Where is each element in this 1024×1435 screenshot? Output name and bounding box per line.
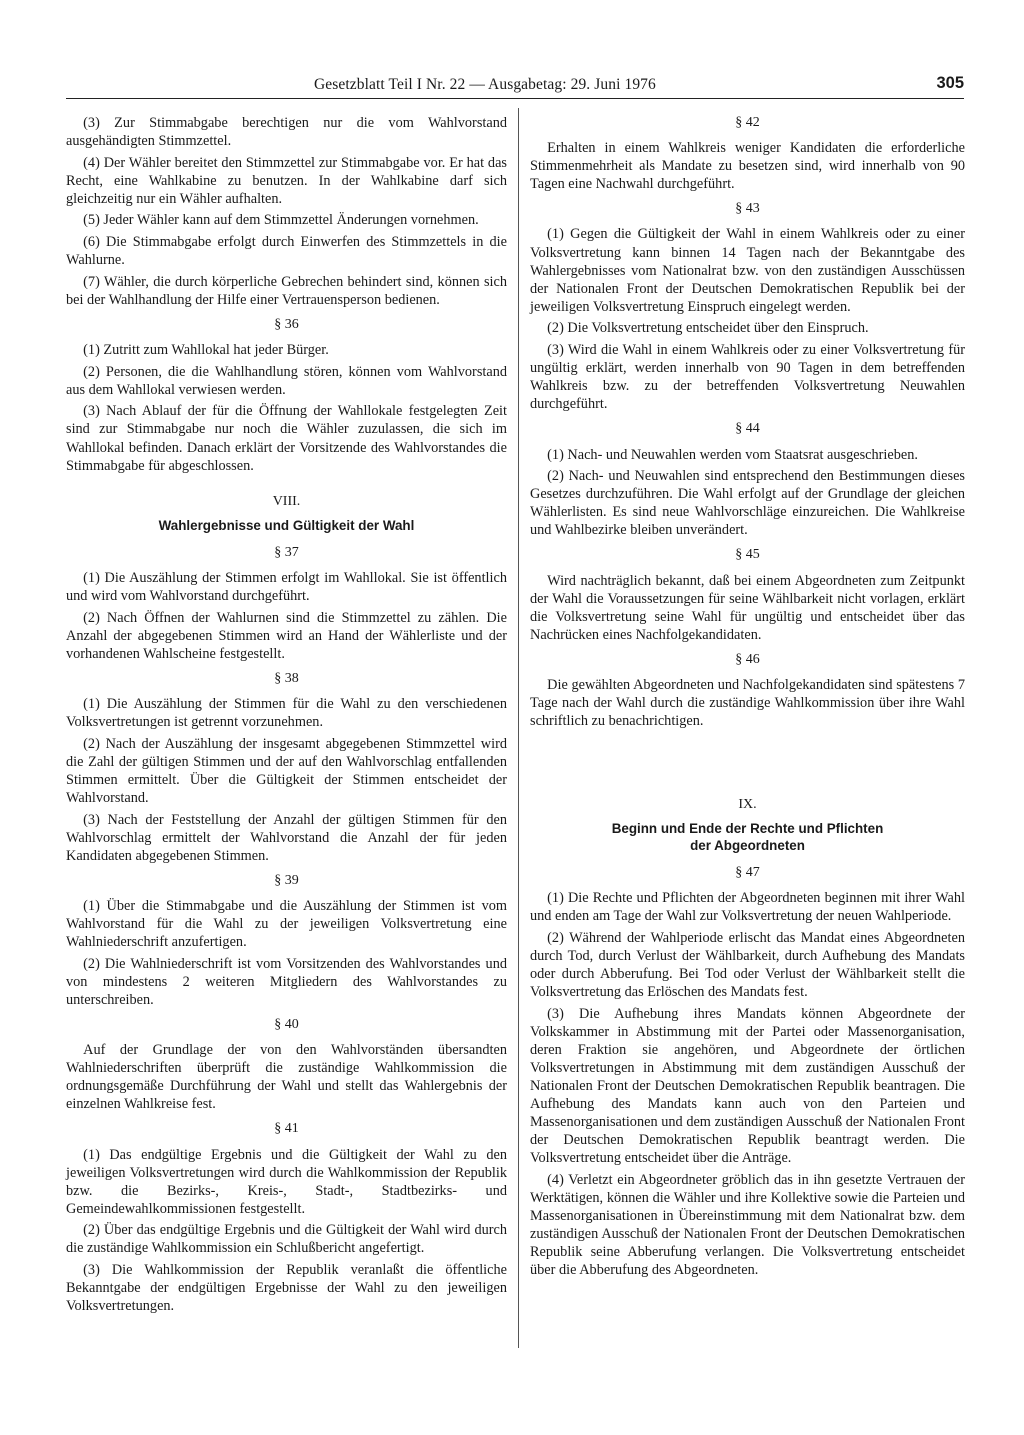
- section-heading: § 45: [735, 547, 760, 563]
- section-heading: § 46: [735, 651, 760, 667]
- paragraph: (2) Nach- und Neuwahlen sind entsprechend den Bestimmungen dieses Gesetzes durchzuführen. Die Wahl erfolgt auf der Grundlage der gleichen Wählerlisten. Es sind neue Wahlvorschläge einzureichen. Die Wahlkreise und Wahlbezirke bleiben unverändert.: [530, 468, 965, 539]
- section-heading: § 36: [274, 316, 299, 332]
- paragraph: (6) Die Stimmabgabe erfolgt durch Einwerfen des Stimmzettels in die Wahlurne.: [66, 234, 507, 269]
- chapter-title-line: der Abgeordneten: [690, 837, 805, 853]
- chapter-number: IX.: [738, 796, 757, 812]
- paragraph: (7) Wähler, die durch körperliche Gebrechen behindert sind, können sich bei der Wahlhandlung der Hilfe einer Vertrauensperson bedienen.: [66, 273, 507, 308]
- paragraph: (3) Nach der Feststellung der Anzahl der gültigen Stimmen für den Wahlvorschlag ermittelt der Wahlvorstand die Anzahl der für jeden Kandidaten abgegebenen Stimmen.: [66, 811, 507, 864]
- gazette-title: Gesetzblatt Teil I Nr. 22 — Ausgabetag: 29. Juni 1976: [314, 76, 656, 93]
- paragraph: (5) Jeder Wähler kann auf dem Stimmzettel Änderungen vornehmen.: [83, 212, 479, 229]
- chapter-title: [530, 820, 965, 854]
- section-heading: § 44: [735, 421, 760, 437]
- paragraph: (3) Nach Ablauf der für die Öffnung der Wahllokale festgelegten Zeit sind zur Stimmabgabe nur noch die Wähler zuzulassen, die sich im Wahllokal befinden. Danach erklärt der Vorsitzende des Wahlvorstandes die Stimmabgabe für abgeschlossen.: [66, 403, 507, 474]
- spacer: [530, 734, 965, 778]
- paragraph: Die gewählten Abgeordneten und Nachfolgekandidaten sind spätestens 7 Tage nach der Wahl durch die zuständige Wahlkommission über ihre Wahl schriftlich zu benachrichtigen.: [530, 677, 965, 730]
- section-heading: § 38: [274, 670, 299, 686]
- paragraph: Erhalten in einem Wahlkreis weniger Kandidaten die erforderliche Stimmenmehrheit als Mandate zu besetzen sind, wird innerhalb von 90 Tagen eine Nachwahl durchgeführt.: [530, 140, 965, 193]
- paragraph: (4) Verletzt ein Abgeordneter gröblich das in ihn gesetzte Vertrauen der Werktätigen, können die Wähler und ihre Kollektive sowie die Parteien und Massenorganisationen in Übereinstimmung mit dem Nationalrat bzw. dem zuständigen Ausschuß der Nationalen Front der Deutschen Demokratischen Republik seine Abberufung verlangen. Die Volksvertretung entscheidet über die Abberufung des Abgeordneten.: [530, 1171, 965, 1279]
- paragraph: (1) Das endgültige Ergebnis und die Gültigkeit der Wahl zu den jeweiligen Volksvertretungen wird durch die Wahlkommission der Republik bzw. die Bezirks-, Kreis-, Stadt-, Stadtbezirks- und Gemeindewahlkommissionen festgestellt.: [66, 1146, 507, 1217]
- chapter-number: VIII.: [272, 493, 301, 509]
- paragraph: (1) Die Auszählung der Stimmen erfolgt im Wahllokal. Sie ist öffentlich und wird vom Wahlvorstand durchgeführt.: [66, 569, 507, 604]
- section-heading: § 47: [735, 864, 760, 880]
- paragraph: (2) Nach Öffnen der Wahlurnen sind die Stimmzettel zu zählen. Die Anzahl der abgegebenen Stimmen wird an Hand der Wählerliste und der vorhandenen Wahlscheine festgestellt.: [66, 609, 507, 662]
- paragraph: (3) Die Aufhebung ihres Mandats können Abgeordnete der Volkskammer in Abstimmung mit der Partei oder Massenorganisation, deren Fraktion sie angehören, und Abgeordnete der örtlichen Volksvertretungen in Abstimmung mit dem zuständigen Ausschuß der Nationalen Front der Deutschen Demokratischen Republik beantragen. Die Aufhebung des Mandats kann auch von den Parteien und Massenorganisationen und dem zuständigen Ausschuß der Nationalen Front der Deutschen Demokratischen Republik beantragt werden. Die Volksvertretung entscheidet über die Anträge.: [530, 1005, 965, 1167]
- column-divider: [518, 108, 519, 1348]
- chapter-title-line: Beginn und Ende der Rechte und Pflichten: [611, 820, 884, 836]
- section-heading: § 39: [274, 872, 299, 888]
- paragraph: (2) Nach der Auszählung der insgesamt abgegebenen Stimmzettel wird die Zahl der gültigen Stimmen und der auf den Wahlvorschlag entfallenden Stimmen ermittelt. Über die Gültigkeit der Stimmen entscheidet der Wahlvorstand.: [66, 735, 507, 806]
- paragraph: Auf der Grundlage der von den Wahlvorständen übersandten Wahlniederschriften überprüft die zuständige Wahlkommission die ordnungsgemäße Durchführung der Wahl und stellt das Wahlergebnis der einzelnen Wahlkreise fest.: [66, 1042, 507, 1113]
- paragraph: (2) Die Volksvertretung entscheidet über den Einspruch.: [547, 320, 869, 337]
- paragraph: (1) Die Rechte und Pflichten der Abgeordneten beginnen mit ihrer Wahl und enden am Tage der Wahl zur Volksvertretung der neuen Wahlperiode.: [530, 890, 965, 925]
- paragraph: (3) Wird die Wahl in einem Wahlkreis oder zu einer Volksvertretung für ungültig erklärt, werden innerhalb von 90 Tagen in dem betreffenden Wahlkreis bzw. zu der betreffenden Volksvertretung Neuwahlen durchgeführt.: [530, 342, 965, 413]
- paragraph: (3) Die Wahlkommission der Republik veranlaßt die öffentliche Bekanntgabe der endgültigen Ergebnisse der Wahl zu den jeweiligen Volksvertretungen.: [66, 1262, 507, 1315]
- paragraph: (1) Nach- und Neuwahlen werden vom Staatsrat ausgeschrieben.: [547, 446, 918, 463]
- paragraph: (2) Personen, die die Wahlhandlung stören, können vom Wahlvorstand aus dem Wahllokal verwiesen werden.: [66, 363, 507, 398]
- section-heading: § 42: [735, 115, 760, 130]
- right-column: [530, 114, 965, 1283]
- left-column: [66, 114, 507, 1319]
- header-rule: [66, 98, 964, 99]
- paragraph: (2) Während der Wahlperiode erlischt das Mandat eines Abgeordneten durch Tod, durch Verlust der Wählbarkeit, durch Aufhebung des Mandats oder durch Abberufung. Bei Tod oder Verlust der Wählbarkeit stellt die Volksvertretung das Erlöschen des Mandats fest.: [530, 929, 965, 1000]
- section-heading: § 43: [735, 201, 760, 217]
- chapter-title: Wahlergebnisse und Gültigkeit der Wahl: [158, 517, 415, 533]
- paragraph: (4) Der Wähler bereitet den Stimmzettel zur Stimmabgabe vor. Er hat das Recht, eine Wahlkabine zu benutzen. In der Wahlkabine darf sich gleichzeitig nur ein Wähler aufhalten.: [66, 154, 507, 207]
- section-heading: § 37: [274, 544, 299, 560]
- paragraph: Wird nachträglich bekannt, daß bei einem Abgeordneten zum Zeitpunkt der Wahl die Voraussetzungen für seine Wählbarkeit nicht vorlagen, erklärt die Volksvertretung seine Wahl für ungültig und entscheidet über das Nachrücken eines Nachfolgekandidaten.: [530, 572, 965, 643]
- paragraph: (3) Zur Stimmabgabe berechtigen nur die vom Wahlvorstand ausgehändigten Stimmzettel.: [66, 115, 507, 150]
- paragraph: (1) Über die Stimmabgabe und die Auszählung der Stimmen ist vom Wahlvorstand für die Wahl zu der jeweiligen Volksvertretung eine Wahlniederschrift anzufertigen.: [66, 897, 507, 951]
- paragraph: (1) Zutritt zum Wahllokal hat jeder Bürger.: [83, 342, 329, 359]
- page-number: 305: [936, 74, 964, 92]
- section-heading: § 41: [274, 1121, 299, 1137]
- page-header: [66, 74, 964, 96]
- paragraph: (2) Die Wahlniederschrift ist vom Vorsitzenden des Wahlvorstandes und von mindestens 2 weiteren Mitgliedern des Wahlvorstandes zu unterschreiben.: [66, 955, 507, 1008]
- paragraph: (1) Die Auszählung der Stimmen für die Wahl zu den verschiedenen Volksvertretungen ist getrennt vorzunehmen.: [66, 695, 507, 731]
- paragraph: (1) Gegen die Gültigkeit der Wahl in einem Wahlkreis oder zu einer Volksvertretung kann binnen 14 Tagen nach der Bekanntgabe des Wahlergebnisses vom Nationalrat bzw. von den zuständigen Ausschüssen der Nationalen Front der Deutschen Demokratischen Republik bei der jeweiligen Volksvertretung Einspruch eingelegt werden.: [530, 226, 965, 315]
- section-heading: § 40: [274, 1016, 299, 1032]
- paragraph: (2) Über das endgültige Ergebnis und die Gültigkeit der Wahl wird durch die zuständige Wahlkommission ein Schlußbericht angefertigt.: [66, 1222, 507, 1257]
